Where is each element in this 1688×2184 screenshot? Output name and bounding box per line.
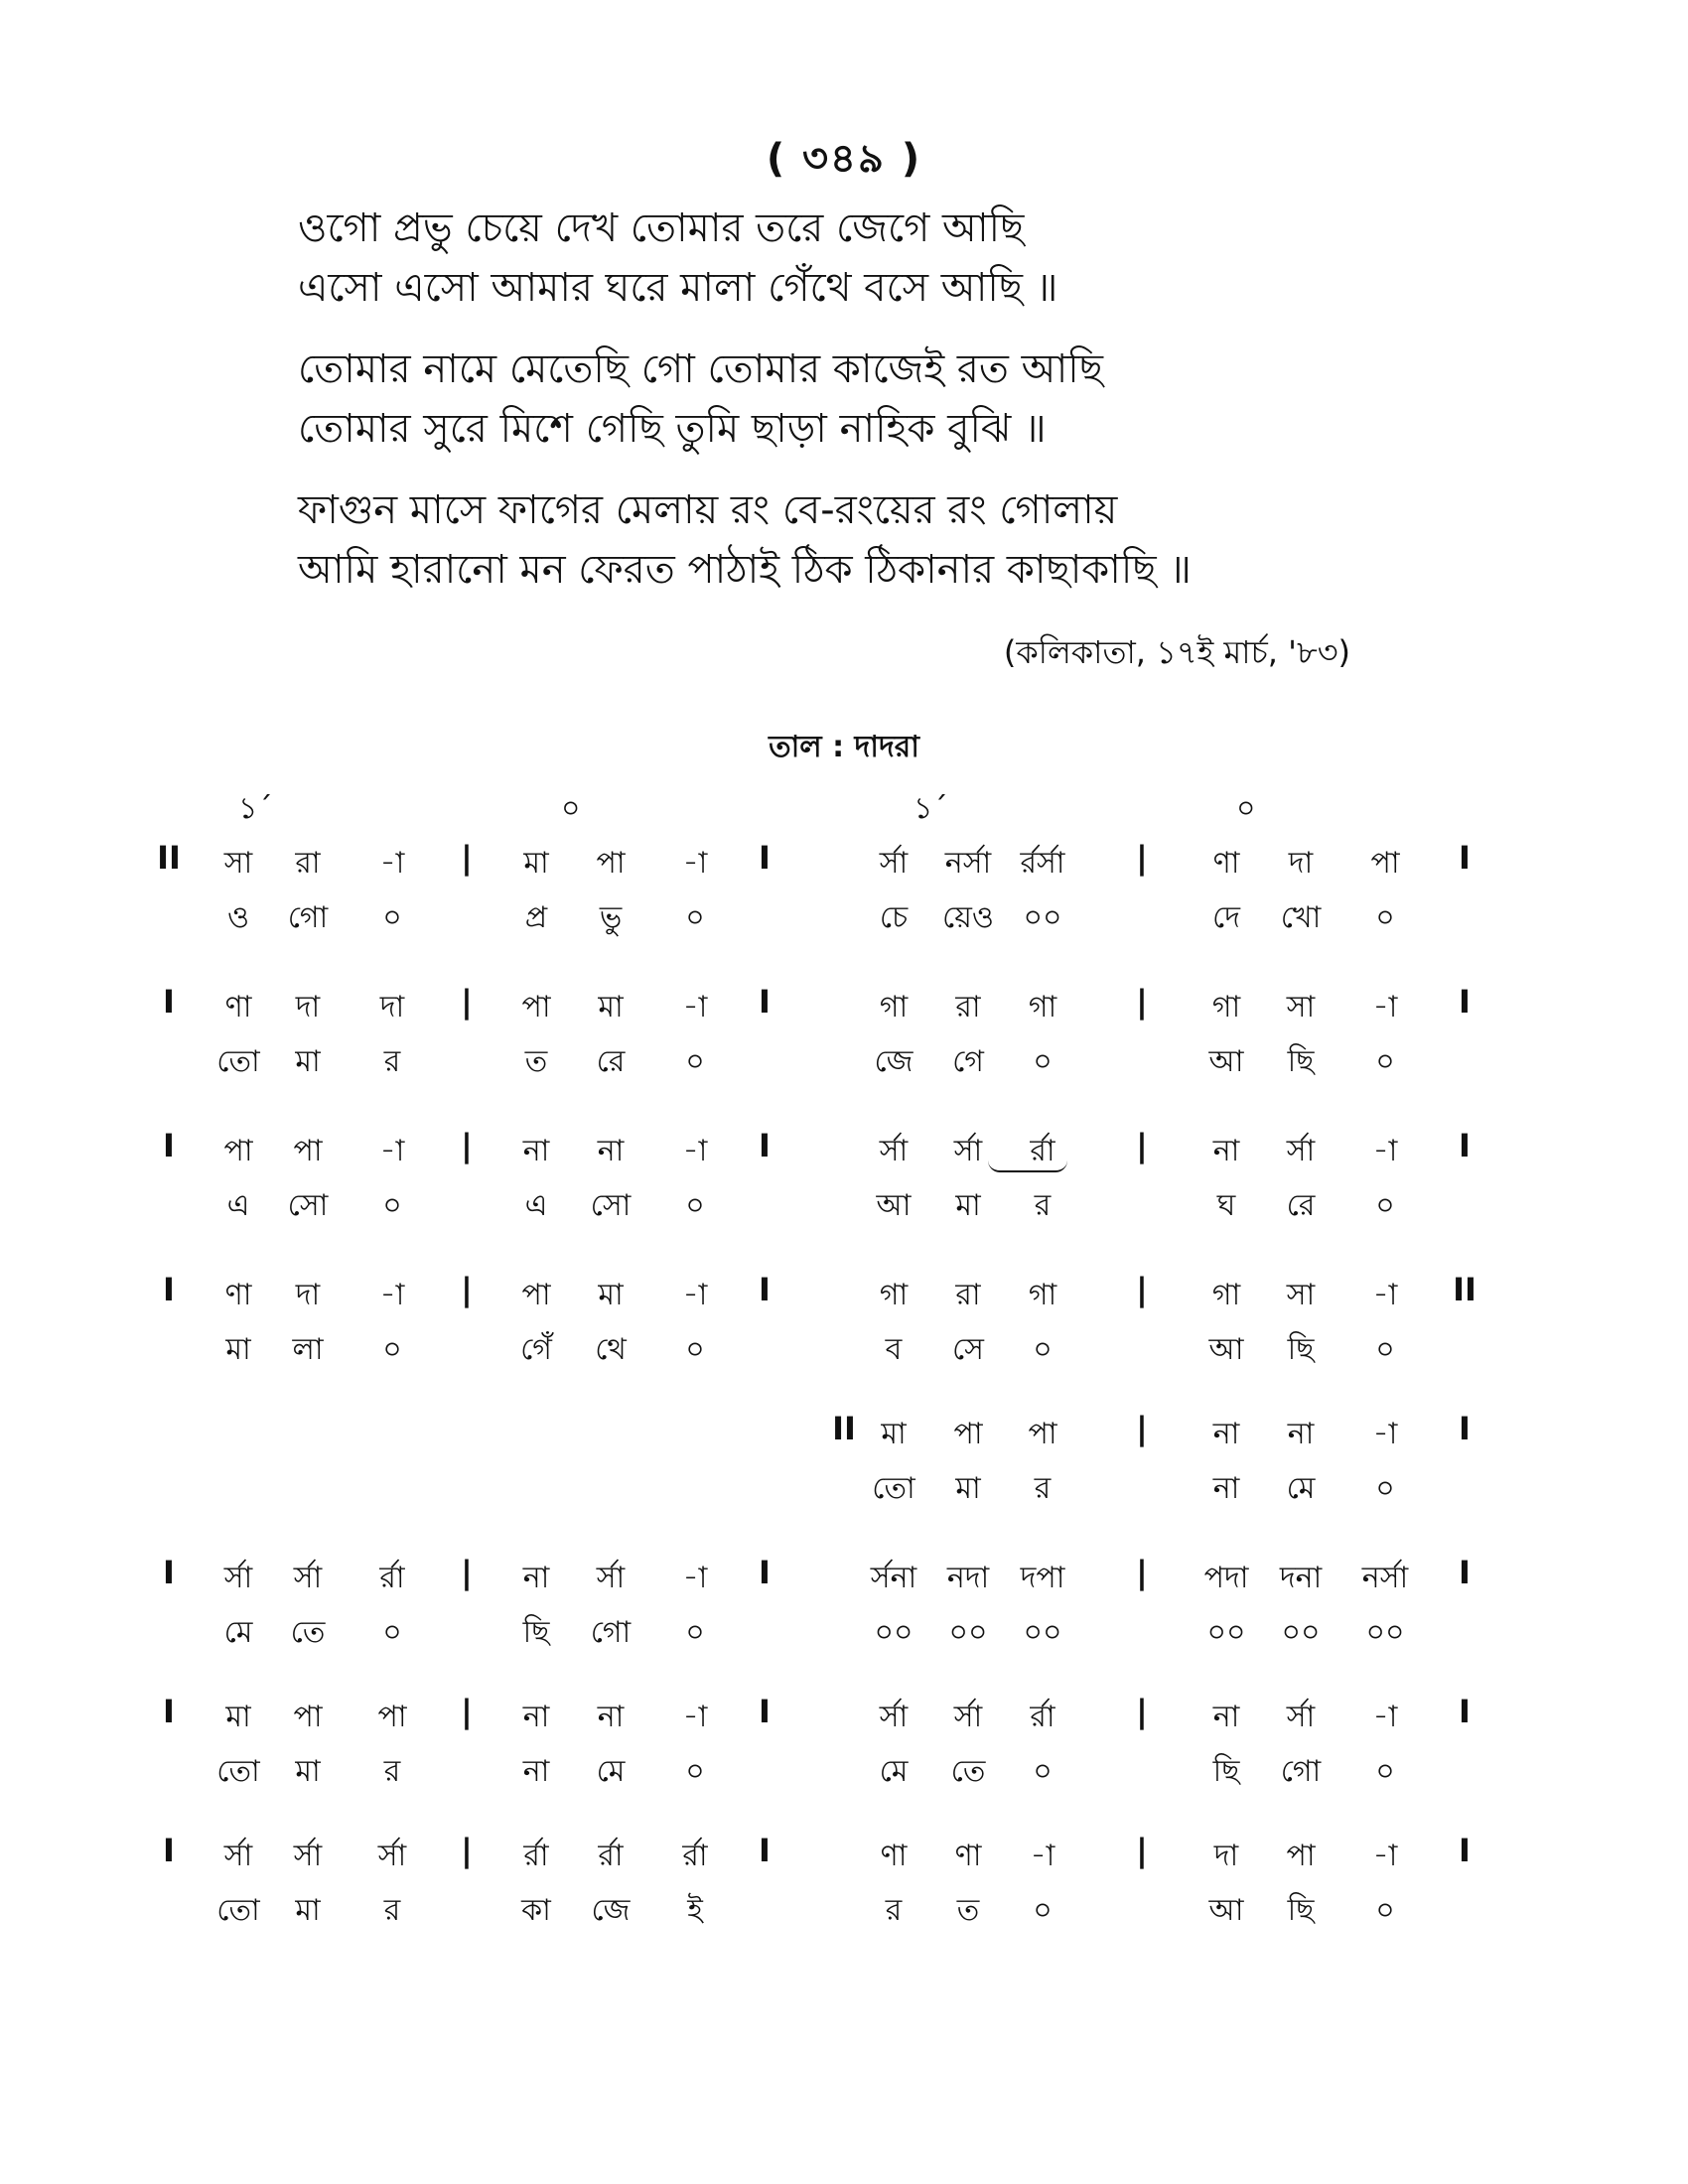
swara-note: না xyxy=(597,1700,625,1734)
bani-syllable: ০০ xyxy=(1365,1615,1405,1650)
swara-note: পা xyxy=(1370,846,1400,881)
bar-line: I xyxy=(1459,839,1471,877)
swara-note: -া xyxy=(682,1700,708,1734)
bani-syllable: আ xyxy=(876,1188,912,1223)
bani-syllable: তো xyxy=(216,1754,260,1789)
swara-note: -া xyxy=(379,1278,405,1312)
bar-line: | xyxy=(1136,1127,1148,1164)
swara-note: রা xyxy=(955,1278,981,1312)
swara-note: -া xyxy=(1372,1134,1398,1168)
swara-note: -া xyxy=(1372,1278,1398,1312)
swara-note: দপা xyxy=(1020,1561,1065,1595)
place-date: (কলিকাতা, ১৭ই মার্চ, '৮৩) xyxy=(1003,633,1350,671)
swara-note: র্সা xyxy=(1286,1134,1316,1168)
bani-syllable: ০০ xyxy=(948,1615,988,1650)
bar-line: | xyxy=(461,1693,473,1730)
swara-note: না xyxy=(1212,1700,1240,1734)
bani-syllable: ০ xyxy=(382,900,402,935)
bar-line: I xyxy=(759,839,771,877)
swara-note: পা xyxy=(293,1134,323,1168)
swara-note: র্সা xyxy=(879,1700,909,1734)
bani-syllable: মা xyxy=(225,1332,251,1367)
bar-line: II xyxy=(157,839,181,877)
swara-note: পা xyxy=(293,1700,323,1734)
bani-syllable: ০ xyxy=(382,1188,402,1223)
bar-line: I xyxy=(1459,1554,1471,1591)
bani-syllable: সো xyxy=(287,1188,329,1223)
bani-syllable: সো xyxy=(590,1188,632,1223)
bani-syllable: ০০ xyxy=(1023,1615,1062,1650)
bani-syllable: ০ xyxy=(382,1332,402,1367)
bar-line: | xyxy=(1136,983,1148,1021)
swara-note: -া xyxy=(1372,1700,1398,1734)
swara-note: র্সা xyxy=(596,1561,626,1595)
bani-syllable: না xyxy=(1212,1471,1240,1506)
bani-syllable: জে xyxy=(591,1893,631,1928)
bani-syllable: খো xyxy=(1280,900,1322,935)
bani-syllable: ০ xyxy=(382,1615,402,1650)
swara-note: দা xyxy=(295,1278,321,1312)
swara-note: না xyxy=(597,1134,625,1168)
bani-syllable: তে xyxy=(950,1754,986,1789)
swara-note: র্সা xyxy=(223,1839,253,1873)
bar-line: | xyxy=(461,1127,473,1164)
bani-syllable: র xyxy=(1034,1471,1052,1506)
swara-note: র্সা xyxy=(953,1700,983,1734)
bani-syllable: ০ xyxy=(1375,1332,1395,1367)
swara-note: গা xyxy=(879,1278,909,1312)
swara-note: পা xyxy=(1028,1417,1057,1451)
swara-note: দনা xyxy=(1279,1561,1323,1595)
beat-mark: ১´ xyxy=(914,791,948,826)
swara-note: -া xyxy=(1372,1839,1398,1873)
bar-line: I xyxy=(759,1271,771,1308)
bar-line: II xyxy=(832,1410,856,1447)
swara-note: দা xyxy=(379,990,405,1024)
swara-note: পা xyxy=(223,1134,253,1168)
bar-line: | xyxy=(1136,1693,1148,1730)
bani-syllable: জে xyxy=(874,1044,914,1079)
bani-syllable: ০০ xyxy=(1206,1615,1246,1650)
swara-note: রা xyxy=(295,846,321,881)
bani-syllable: ছি xyxy=(522,1615,550,1650)
lyric-line: তোমার সুরে মিশে গেছি তুমি ছাড়া নাহিক বুঝি ॥ xyxy=(298,406,1047,452)
bani-syllable: ছি xyxy=(1212,1754,1240,1789)
bani-syllable: তে xyxy=(290,1615,326,1650)
bani-syllable: গেঁ xyxy=(520,1332,552,1367)
bani-syllable: ০ xyxy=(1375,1188,1395,1223)
lyric-line: এসো এসো আমার ঘরে মালা গেঁথে বসে আছি ॥ xyxy=(298,265,1058,311)
bani-syllable: গো xyxy=(590,1615,632,1650)
bar-line: I xyxy=(163,1127,175,1164)
bani-syllable: গে xyxy=(952,1044,984,1079)
swara-note: সা xyxy=(223,846,253,881)
bar-line: I xyxy=(163,983,175,1021)
bani-syllable: আ xyxy=(1208,1893,1244,1928)
bani-syllable: ব xyxy=(885,1332,903,1367)
bani-syllable: ০ xyxy=(1033,1332,1053,1367)
beat-mark: ০ xyxy=(1236,791,1256,826)
bani-syllable: ০ xyxy=(1375,1044,1395,1079)
bani-syllable: ঘ xyxy=(1216,1188,1236,1223)
swara-note: গা xyxy=(1211,990,1241,1024)
swara-note: র্রা xyxy=(598,1839,624,1873)
bani-syllable: মা xyxy=(295,1893,321,1928)
bani-syllable: ০ xyxy=(1375,1471,1395,1506)
swara-note: সা xyxy=(1286,1278,1316,1312)
swara-note: -া xyxy=(682,1561,708,1595)
bani-syllable: মে xyxy=(879,1754,909,1789)
swara-note: র্সনা xyxy=(870,1561,917,1595)
swara-note: মা xyxy=(881,1417,907,1451)
bani-syllable: মে xyxy=(1286,1471,1316,1506)
bar-line: I xyxy=(1459,1832,1471,1869)
swara-note: র্সা xyxy=(953,1134,983,1168)
bar-line: | xyxy=(1136,1832,1148,1869)
bar-line: | xyxy=(461,1832,473,1869)
swara-note: র্সা xyxy=(879,1134,909,1168)
bar-line: I xyxy=(163,1832,175,1869)
bar-line: | xyxy=(461,839,473,877)
bar-line: I xyxy=(759,1554,771,1591)
bani-syllable: ও xyxy=(226,900,250,935)
swara-note: ণা xyxy=(954,1839,982,1873)
swara-note: র্রা xyxy=(1030,1134,1055,1168)
bani-syllable: সে xyxy=(952,1332,984,1367)
bani-syllable: তো xyxy=(216,1893,260,1928)
tala-heading: তাল : দাদরা xyxy=(769,730,919,764)
bar-line: I xyxy=(1459,1127,1471,1164)
bani-syllable: ছি xyxy=(1287,1044,1315,1079)
bani-syllable: ০ xyxy=(685,1332,705,1367)
bani-syllable: গো xyxy=(1280,1754,1322,1789)
bar-line: | xyxy=(461,1554,473,1591)
bani-syllable: কা xyxy=(521,1893,551,1928)
bani-syllable: মা xyxy=(955,1188,981,1223)
bani-syllable: তো xyxy=(872,1471,915,1506)
swara-note: পা xyxy=(596,846,626,881)
bani-syllable: ০ xyxy=(685,1044,705,1079)
swara-note: -া xyxy=(682,1134,708,1168)
bar-line: I xyxy=(759,1693,771,1730)
swara-note: র্সা xyxy=(377,1839,407,1873)
swara-note: না xyxy=(1212,1134,1240,1168)
swara-note: পা xyxy=(521,990,551,1024)
bar-line: | xyxy=(1136,1554,1148,1591)
swara-note: -া xyxy=(1030,1839,1055,1873)
bani-syllable: ০ xyxy=(1033,1893,1053,1928)
bar-line: I xyxy=(1459,1693,1471,1730)
bani-syllable: ত xyxy=(956,1893,980,1928)
bar-line: | xyxy=(461,983,473,1021)
swara-note: ণা xyxy=(224,1278,252,1312)
bani-syllable: ই xyxy=(687,1893,703,1928)
bani-syllable: গো xyxy=(287,900,329,935)
bani-syllable: র xyxy=(383,1754,401,1789)
bar-line: II xyxy=(1453,1271,1477,1308)
bani-syllable: মা xyxy=(295,1754,321,1789)
bani-syllable: মা xyxy=(295,1044,321,1079)
bani-syllable: রে xyxy=(1286,1188,1316,1223)
bani-syllable: ০ xyxy=(1375,1754,1395,1789)
lyric-line: তোমার নামে মেতেছি গো তোমার কাজেই রত আছি xyxy=(298,346,1103,392)
bar-line: | xyxy=(461,1271,473,1308)
bani-syllable: আ xyxy=(1208,1044,1244,1079)
bani-syllable: ০০ xyxy=(874,1615,914,1650)
swara-note: -া xyxy=(1372,1417,1398,1451)
lyric-line: ফাগুন মাসে ফাগের মেলায় রং বে-রংয়ের রং গোলায় xyxy=(298,487,1118,533)
swara-note: গা xyxy=(1211,1278,1241,1312)
swara-note: নর্সা xyxy=(944,846,992,881)
swara-note: -া xyxy=(682,990,708,1024)
swara-note: পা xyxy=(521,1278,551,1312)
bani-syllable: তো xyxy=(216,1044,260,1079)
swara-note: পদা xyxy=(1203,1561,1249,1595)
swara-note: দা xyxy=(295,990,321,1024)
swara-note: র্রর্সা xyxy=(1020,846,1065,881)
bani-syllable: ছি xyxy=(1287,1332,1315,1367)
swara-note: র্সা xyxy=(223,1561,253,1595)
swara-note: র্রা xyxy=(1030,1700,1055,1734)
bani-syllable: মা xyxy=(955,1471,981,1506)
bani-syllable: ০ xyxy=(1375,900,1395,935)
swara-note: -া xyxy=(682,846,708,881)
swara-note: -া xyxy=(682,1278,708,1312)
swara-note: নর্সা xyxy=(1361,1561,1409,1595)
swara-note: গা xyxy=(1028,1278,1057,1312)
bani-syllable: ত xyxy=(524,1044,548,1079)
swara-note: গা xyxy=(1028,990,1057,1024)
bani-syllable: র xyxy=(885,1893,903,1928)
swara-note: র্রা xyxy=(523,1839,549,1873)
page-number: ( ৩৪৯ ) xyxy=(766,136,922,182)
bani-syllable: র xyxy=(1034,1188,1052,1223)
swara-note: মা xyxy=(523,846,549,881)
bani-syllable: ০ xyxy=(1033,1044,1053,1079)
swara-note: র্রা xyxy=(682,1839,708,1873)
bani-syllable: না xyxy=(522,1754,550,1789)
swara-note: না xyxy=(522,1700,550,1734)
swara-note: র্সা xyxy=(1286,1700,1316,1734)
bani-syllable: ০ xyxy=(685,1188,705,1223)
swara-note: গা xyxy=(879,990,909,1024)
lyric-line: আমি হারানো মন ফেরত পাঠাই ঠিক ঠিকানার কাছাকাছি ॥ xyxy=(298,547,1192,593)
bar-line: I xyxy=(163,1693,175,1730)
bani-syllable: ০০ xyxy=(1023,900,1062,935)
bar-line: I xyxy=(163,1271,175,1308)
bar-line: I xyxy=(1459,1410,1471,1447)
beat-mark: ১´ xyxy=(238,791,273,826)
bani-syllable: র xyxy=(383,1893,401,1928)
slur-mark xyxy=(988,1160,1067,1172)
swara-note: না xyxy=(1287,1417,1315,1451)
bani-syllable: এ xyxy=(226,1188,250,1223)
bani-syllable: ০ xyxy=(685,1615,705,1650)
swara-note: পা xyxy=(953,1417,983,1451)
bani-syllable: য়েও xyxy=(942,900,994,935)
swara-note: মা xyxy=(598,1278,624,1312)
bani-syllable: থে xyxy=(595,1332,627,1367)
bar-line: | xyxy=(1136,1410,1148,1447)
swara-note: র্সা xyxy=(293,1839,323,1873)
bani-syllable: রে xyxy=(596,1044,626,1079)
bani-syllable: ০ xyxy=(685,1754,705,1789)
bani-syllable: লা xyxy=(292,1332,324,1367)
swara-note: নদা xyxy=(946,1561,990,1595)
bar-line: | xyxy=(1136,839,1148,877)
bani-syllable: ভু xyxy=(599,900,623,935)
swara-note: র্সা xyxy=(293,1561,323,1595)
swara-note: না xyxy=(522,1561,550,1595)
bani-syllable: চে xyxy=(879,900,909,935)
lyric-line: ওগো প্রভু চেয়ে দেখ তোমার তরে জেগে আছি xyxy=(298,205,1025,251)
bani-syllable: ০ xyxy=(1375,1893,1395,1928)
bani-syllable: দে xyxy=(1212,900,1240,935)
bar-line: I xyxy=(759,983,771,1021)
bani-syllable: ০০ xyxy=(1281,1615,1321,1650)
bar-line: | xyxy=(1136,1271,1148,1308)
swara-note: রা xyxy=(955,990,981,1024)
swara-note: র্রা xyxy=(379,1561,405,1595)
swara-note: না xyxy=(1212,1417,1240,1451)
bani-syllable: মে xyxy=(596,1754,626,1789)
bani-syllable: এ xyxy=(524,1188,548,1223)
bani-syllable: আ xyxy=(1208,1332,1244,1367)
swara-note: -া xyxy=(379,846,405,881)
swara-note: দা xyxy=(1213,1839,1239,1873)
swara-note: পা xyxy=(1286,1839,1316,1873)
swara-note: -া xyxy=(1372,990,1398,1024)
bani-syllable: ০ xyxy=(1033,1754,1053,1789)
bar-line: I xyxy=(759,1832,771,1869)
swara-note: মা xyxy=(225,1700,251,1734)
bar-line: I xyxy=(1459,983,1471,1021)
swara-note: ণা xyxy=(224,990,252,1024)
swara-note: পা xyxy=(377,1700,407,1734)
swara-note: মা xyxy=(598,990,624,1024)
beat-mark: ০ xyxy=(561,791,581,826)
bar-line: I xyxy=(759,1127,771,1164)
swara-note: দা xyxy=(1288,846,1314,881)
swara-note: ণা xyxy=(880,1839,908,1873)
bani-syllable: র xyxy=(383,1044,401,1079)
bani-syllable: ছি xyxy=(1287,1893,1315,1928)
swara-note: -া xyxy=(379,1134,405,1168)
swara-note: র্সা xyxy=(879,846,909,881)
bani-syllable: প্র xyxy=(524,900,548,935)
swara-note: সা xyxy=(1286,990,1316,1024)
bani-syllable: মে xyxy=(223,1615,253,1650)
swara-note: ণা xyxy=(1212,846,1240,881)
bani-syllable: ০ xyxy=(685,900,705,935)
swara-note: না xyxy=(522,1134,550,1168)
bar-line: I xyxy=(163,1554,175,1591)
